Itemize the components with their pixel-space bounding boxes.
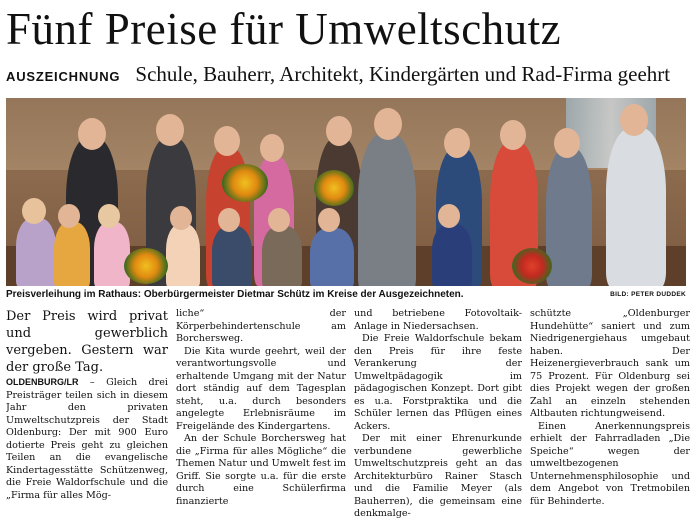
group-photo [6,98,686,286]
article-column-3 [354,308,522,522]
photo-head [218,208,240,232]
flower-bouquet [512,248,552,284]
photo-head [444,128,470,158]
article-paragraph: Die Kita wurde geehrt, weil der verantwortungsvolle und erhaltende Umgang mit der Natur dort ständig auf dem Tagesplan steht, u.a. durch besonders angelegte Erlebnisräume im Freigelände des Kindergartens. [176,345,346,432]
article-column-1 [6,308,168,522]
photo-head [374,108,402,140]
photo-child [262,226,302,286]
article-text: – Gleich drei Preisträger teilen sich in diesem Jahr den privaten Umweltschutzpreis der Stadt Oldenburg: Der mit 900 Euro dotierte Preis geht zu gleichen Teilen an die evangelische Kindertagesstätte Schützenweg, die Freie Waldorfschule und die „Firma für alles Mög- [6,377,168,501]
section-kicker: AUSZEICHNUNG [6,69,121,84]
article-paragraph: liche“ der Körperbehindertenschule am Borchersweg. [176,308,346,344]
photo-person [546,148,592,286]
photo-head [500,120,526,150]
article-column-2 [176,308,346,522]
photo-head [326,116,352,146]
deck: Schule, Bauherr, Architekt, Kindergärten und Rad-Firma geehrt [135,62,671,86]
subheadline [6,62,696,86]
article-paragraph: Einen Anerkennungspreis erhielt der Fahrradladen „Die Speiche“ wegen der umweltbezogenen Unternehmensphilosophie und dem Angebot von Tretmobilen für Behinderte. [530,420,690,507]
photo-child [94,222,130,286]
photo-head [268,208,290,232]
article-lead: Der Preis wird privat und gewerblich vergeben. Gestern war der große Tag. [6,309,168,375]
article-paragraph: An der Schule Borchersweg hat die „Firma für alles Mögliche“ die Themen Natur und Umwelt fest im Griff. Sie sorgte u.a. für die erste durch eine Schülerfirma finanzierte [176,433,346,507]
photo-head [620,104,648,136]
photo-mayor [358,134,416,286]
dateline: OLDENBURG/LR [6,377,79,387]
photo-head [78,118,106,150]
flower-bouquet [314,170,354,206]
photo-head [318,208,340,232]
photo-head [170,206,192,230]
photo-child [54,222,90,286]
photo-head [260,134,284,162]
photo-child [310,228,354,286]
article-paragraph [6,376,168,502]
photo-child [212,226,252,286]
photo-head [438,204,460,228]
flower-bouquet [124,248,168,284]
photo-child [16,218,56,286]
photo-person [606,128,666,286]
article-column-4 [530,308,690,522]
flower-bouquet [222,164,268,202]
photo-head [554,128,580,158]
article-paragraph: Der mit einer Ehrenurkunde verbundene gewerbliche Umweltschutzpreis geht an das Architekturbüro Rainer Stasch und die Familie Meyer (als Bauherren), die gemeinsam eine denkmalge- [354,433,522,519]
article-paragraph: und betriebene Fotovoltaik-Anlage in Niedersachsen. [354,308,522,332]
photo-head [22,198,46,224]
photo-head [156,114,184,146]
photo-head [214,126,240,156]
photo-caption [6,289,686,303]
photo-credit: BILD: PETER DUDDEK [610,291,686,298]
headline: Fünf Preise für Umweltschutz [6,4,562,54]
photo-child [432,224,472,286]
photo-head [58,204,80,228]
photo-child [166,224,200,286]
article-paragraph: Die Freie Waldorfschule bekam den Preis für ihre feste Verankerung der Umweltpädagogik im pädagogischen Konzept. Dort gibt es u.a. Forstpraktika und die Schüler lernen das Pflügen eines Ackers. [354,333,522,432]
article-paragraph: schützte „Oldenburger Hundehütte“ saniert und zum Niedrigenergiehaus umgebaut haben. Der Heizenergieverbrauch sank um 75 Prozent. Für Oldenburg sei dies Projekt wegen der großen Zahl an einzeln stehenden Altbauten richtungweisend. [530,308,690,419]
photo-head [98,204,120,228]
photo-caption-text: Preisverleihung im Rathaus: Oberbürgermeister Dietmar Schütz im Kreise der Ausgezeichneten. [6,289,464,300]
